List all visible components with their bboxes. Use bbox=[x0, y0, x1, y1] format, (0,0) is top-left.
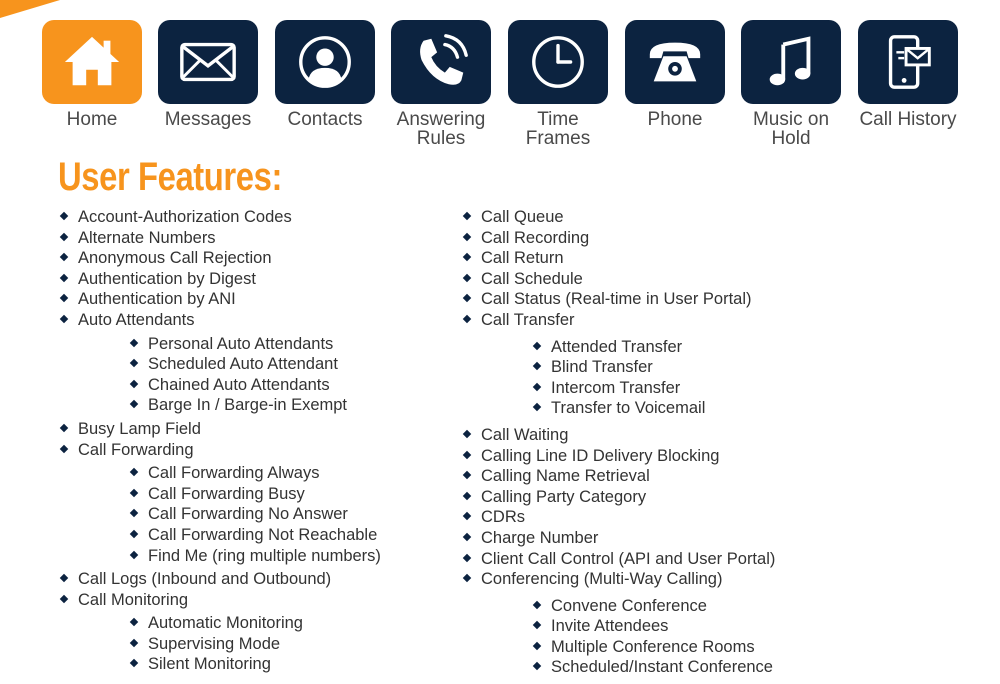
feature-sublist-call-monitoring bbox=[58, 613, 458, 675]
nav-answering-rules-label: Answering Rules bbox=[396, 109, 486, 149]
feature-subitem: Automatic Monitoring bbox=[128, 613, 458, 634]
mobile-message-icon bbox=[877, 31, 939, 93]
feature-item: Account-Authorization Codes bbox=[58, 207, 458, 228]
nav-messages-tile[interactable] bbox=[158, 20, 258, 104]
clock-icon bbox=[527, 31, 589, 93]
feature-subitem: Barge In / Barge-in Exempt bbox=[128, 395, 458, 416]
nav-call-history-label: Call History bbox=[859, 109, 957, 130]
feature-item: Call Queue bbox=[461, 207, 981, 228]
feature-subitem: Invite Attendees bbox=[531, 616, 981, 637]
feature-item: Client Call Control (API and User Portal) bbox=[461, 549, 981, 570]
nav-messages[interactable] bbox=[158, 20, 258, 129]
nav-answering-rules-tile[interactable] bbox=[391, 20, 491, 104]
nav-time-frames[interactable] bbox=[508, 20, 608, 148]
nav-contacts-label: Contacts bbox=[287, 109, 363, 130]
feature-item: CDRs bbox=[461, 507, 981, 528]
nav-home[interactable] bbox=[42, 20, 142, 129]
feature-subitem: Call Forwarding Always bbox=[128, 463, 458, 484]
page-title: User Features: bbox=[58, 155, 282, 199]
feature-sublist-call-forwarding bbox=[58, 463, 458, 566]
feature-item: Call Recording bbox=[461, 228, 981, 249]
feature-item: Call Return bbox=[461, 248, 981, 269]
feature-list bbox=[461, 425, 981, 590]
nav-music-on-hold-label: Music on Hold bbox=[752, 109, 830, 149]
feature-subitem: Call Forwarding Busy bbox=[128, 484, 458, 505]
feature-subitem: Scheduled/Instant Conference bbox=[531, 657, 981, 678]
nav-time-frames-label: Time Frames bbox=[525, 109, 591, 149]
feature-sublist-auto-attendants bbox=[58, 334, 458, 416]
corner-accent bbox=[0, 0, 60, 18]
feature-item: Call Waiting bbox=[461, 425, 981, 446]
feature-subitem: Call Forwarding Not Reachable bbox=[128, 525, 458, 546]
feature-item: Call Logs (Inbound and Outbound) bbox=[58, 569, 458, 590]
feature-item: Calling Name Retrieval bbox=[461, 466, 981, 487]
feature-subitem: Find Me (ring multiple numbers) bbox=[128, 546, 458, 567]
feature-list bbox=[58, 207, 458, 331]
feature-subitem: Supervising Mode bbox=[128, 634, 458, 655]
features-column-left bbox=[58, 207, 458, 678]
feature-item: Call Forwarding bbox=[58, 440, 458, 461]
nav-phone[interactable] bbox=[625, 20, 725, 129]
feature-item: Call Transfer bbox=[461, 310, 981, 331]
feature-item: Alternate Numbers bbox=[58, 228, 458, 249]
feature-item: Anonymous Call Rejection bbox=[58, 248, 458, 269]
music-note-icon bbox=[760, 31, 822, 93]
feature-item: Calling Party Category bbox=[461, 487, 981, 508]
feature-subitem: Silent Monitoring bbox=[128, 654, 458, 675]
feature-nav bbox=[42, 20, 958, 150]
phone-ringing-icon bbox=[410, 31, 472, 93]
feature-subitem: Blind Transfer bbox=[531, 357, 981, 378]
feature-item: Authentication by Digest bbox=[58, 269, 458, 290]
nav-call-history-tile[interactable] bbox=[858, 20, 958, 104]
feature-list bbox=[461, 207, 981, 331]
feature-item: Calling Line ID Delivery Blocking bbox=[461, 446, 981, 467]
feature-subitem: Chained Auto Attendants bbox=[128, 375, 458, 396]
nav-call-history[interactable] bbox=[858, 20, 958, 129]
nav-messages-label: Messages bbox=[164, 109, 252, 130]
feature-item: Conferencing (Multi-Way Calling) bbox=[461, 569, 981, 590]
feature-subitem: Call Forwarding No Answer bbox=[128, 504, 458, 525]
feature-list bbox=[58, 419, 458, 460]
nav-phone-tile[interactable] bbox=[625, 20, 725, 104]
feature-sublist-call-transfer bbox=[461, 337, 981, 419]
desk-phone-icon bbox=[644, 31, 706, 93]
feature-subitem: Personal Auto Attendants bbox=[128, 334, 458, 355]
nav-contacts-tile[interactable] bbox=[275, 20, 375, 104]
nav-home-tile[interactable] bbox=[42, 20, 142, 104]
feature-sublist-conferencing bbox=[461, 596, 981, 678]
feature-item: Charge Number bbox=[461, 528, 981, 549]
nav-answering-rules[interactable] bbox=[391, 20, 491, 148]
feature-subitem: Multiple Conference Rooms bbox=[531, 637, 981, 658]
feature-item: Authentication by ANI bbox=[58, 289, 458, 310]
feature-subitem: Scheduled Auto Attendant bbox=[128, 354, 458, 375]
envelope-icon bbox=[177, 31, 239, 93]
nav-contacts[interactable] bbox=[275, 20, 375, 129]
person-icon bbox=[294, 31, 356, 93]
feature-subitem: Attended Transfer bbox=[531, 337, 981, 358]
nav-phone-label: Phone bbox=[647, 109, 703, 130]
nav-music-on-hold[interactable] bbox=[741, 20, 841, 148]
feature-item: Call Monitoring bbox=[58, 590, 458, 611]
home-icon bbox=[61, 31, 123, 93]
feature-item: Call Status (Real-time in User Portal) bbox=[461, 289, 981, 310]
nav-music-on-hold-tile[interactable] bbox=[741, 20, 841, 104]
feature-subitem: Transfer to Voicemail bbox=[531, 398, 981, 419]
feature-item: Busy Lamp Field bbox=[58, 419, 458, 440]
features-column-right bbox=[461, 207, 981, 684]
feature-item: Call Schedule bbox=[461, 269, 981, 290]
feature-subitem: Convene Conference bbox=[531, 596, 981, 617]
feature-item: Auto Attendants bbox=[58, 310, 458, 331]
nav-time-frames-tile[interactable] bbox=[508, 20, 608, 104]
feature-subitem: Intercom Transfer bbox=[531, 378, 981, 399]
nav-home-label: Home bbox=[66, 109, 118, 130]
feature-list bbox=[58, 569, 458, 610]
